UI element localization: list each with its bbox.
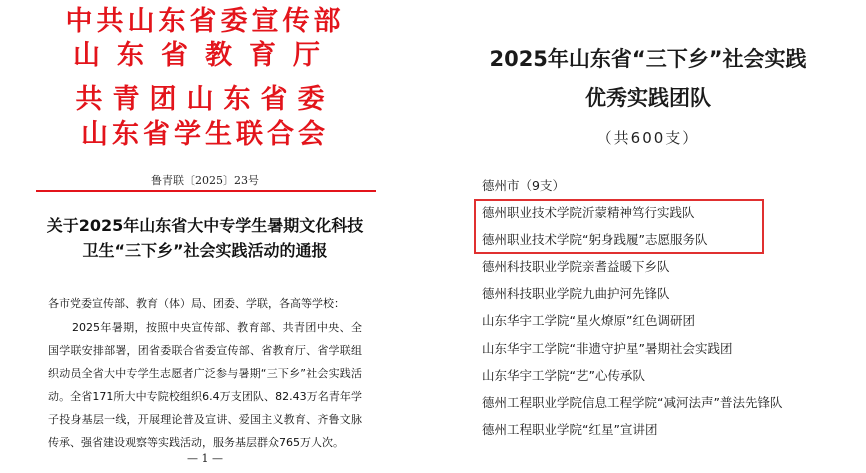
list-item: 山东华宇工学院“非遗守护星”暑期社会实践团 [482, 340, 733, 356]
award-title-line2: 优秀实践团队 [585, 86, 711, 110]
document-number: 鲁青联〔2025〕23号 [151, 174, 259, 187]
issuer-youth-league: 共青团山东省委 [75, 84, 335, 115]
red-divider [36, 190, 376, 192]
award-title-line1: 2025年山东省“三下乡”社会实践 [489, 47, 807, 71]
list-item: 山东华宇工学院“艺”心传承队 [482, 367, 645, 383]
notice-document-page [0, 0, 410, 473]
body-paragraph: 2025年暑期，按照中央宣传部、教育部、共青团中央、全国学联安排部署，团省委联合省委宣传部、省教育厅、省学联组织动员全省大中专学生志愿者广泛参与暑期“三下乡”社会实践活动。全省171所大中专院校组织6.4万支团队、82.43万名青年学子投身基层一线，开展理论普及宣讲、爱国主义教育、齐鲁文脉传承、强省建设观察等实践活动，服务基层群众765万人次。 [48, 321, 362, 449]
list-item: 德州工程职业学院信息工程学院“减河法声”普法先锋队 [482, 394, 783, 410]
award-count: （共600支） [596, 129, 700, 147]
notice-title-line1: 关于2025年山东省大中专学生暑期文化科技 [46, 216, 364, 235]
issuer-propaganda-dept: 中共山东省委宣传部 [65, 6, 345, 37]
list-item: 德州科技职业学院亲耆益暖下乡队 [482, 259, 670, 275]
salutation: 各市党委宣传部、教育（体）局、团委、学联，各高等学校： [48, 297, 345, 310]
city-header: 德州市（9支） [482, 178, 565, 193]
list-item: 德州职业技术学院“躬身践履”志愿服务队 [482, 232, 708, 248]
list-item: 山东华宇工学院“星火燎原”红色调研团 [482, 313, 695, 329]
issuer-education-dept: 山东省教育厅 [73, 40, 337, 71]
highlight-box [474, 199, 764, 254]
page-number: — 1 — [187, 452, 223, 465]
list-item: 德州职业技术学院沂蒙精神笃行实践队 [482, 205, 695, 221]
issuer-student-federation: 山东省学生联合会 [81, 119, 329, 150]
list-item: 德州科技职业学院九曲护河先锋队 [482, 286, 670, 302]
notice-title-line2: 卫生“三下乡”社会实践活动的通报 [82, 241, 328, 260]
list-item: 德州工程职业学院“红星”宣讲团 [482, 421, 658, 437]
